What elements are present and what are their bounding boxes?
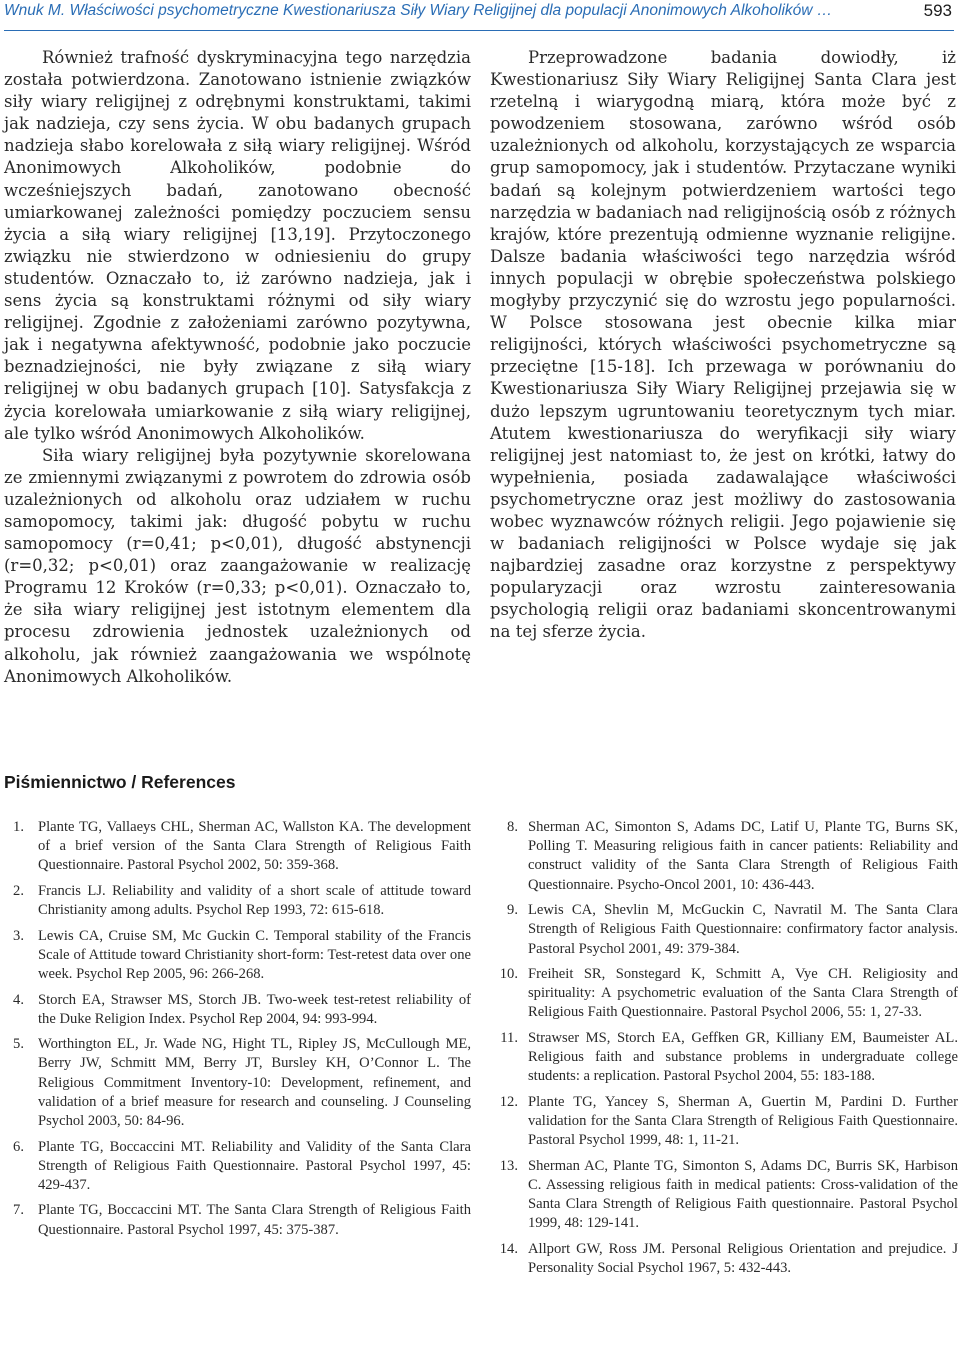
reference-number: 4. xyxy=(13,991,24,1008)
reference-text: Allport GW, Ross JM. Personal Religious Orientation and prejudice. J Personality Social Psychol 1967, 5: 432-443. xyxy=(528,1240,958,1277)
reference-item xyxy=(4,1201,471,1239)
reference-text: Francis LJ. Reliability and validity of a short scale of attitude toward Christianity among adults. Psychol Rep 1993, 72: 615-618. xyxy=(38,882,471,919)
reference-item xyxy=(4,882,471,920)
reference-text: Storch EA, Strawser MS, Storch JB. Two-week test-retest reliability of the Duke Religion Index. Psychol Rep 2004, 94: 993-994. xyxy=(38,991,471,1027)
reference-number: 11. xyxy=(500,1029,518,1046)
reference-item xyxy=(490,1093,958,1151)
reference-number: 6. xyxy=(13,1138,24,1155)
reference-item xyxy=(4,927,471,985)
references-heading: Piśmiennictwo / References xyxy=(4,772,236,792)
reference-text: Plante TG, Boccaccini MT. Reliability and Validity of the Santa Clara Strength of Religious Faith Questionnaire. Pastoral Psychol 1997, 45: 429-437. xyxy=(38,1138,471,1193)
reference-number: 10. xyxy=(499,966,518,983)
reference-number: 8. xyxy=(507,819,518,835)
reference-number: 13. xyxy=(499,1157,518,1174)
reference-item xyxy=(490,818,958,895)
body-column-right xyxy=(490,47,956,644)
reference-text: Plante TG, Boccaccini MT. The Santa Clara Strength of Religious Faith Questionnaire. Pastoral Psychol 1997, 45: 375-387. xyxy=(38,1202,471,1238)
reference-number: 3. xyxy=(13,927,24,944)
reference-item xyxy=(490,1029,958,1087)
reference-text: Freiheit SR, Sonstegard K, Schmitt A, Vye CH. Religiosity and spirituality: A psychometric evaluation of the Santa Clara Strength of Religious Faith Questionnaire. Pastoral Psychol 2006, 55: 1, 27-33. xyxy=(528,966,958,1021)
body-paragraph: Również trafność dyskryminacyjna tego narzędzia została potwierdzona. Zanotowano istnienie związków siły wiary religijnej z odrębnymi konstruktami, takimi jak nadzieja, czy sens życia. W obu badanych grupach nadzieja słabo korelowała z siłą wiary religijnej. Wśród Anonimowych Alkoholików, podobnie do wcześniejszych badań, zanotowano obecność umiarkowanej zależności pomiędzy poczuciem sensu życia a siłą wiary religijnej [13,19]. Przytoczonego związku nie stwierdzono w odniesieniu do grupy studentów. Oznaczało to, iż zarówno nadzieja, jak i sens życia są konstruktami różnymi od siły wiary religijnej. Zgodnie z założeniami zarówno pozytywna, jak i negatywna afektywność, podobnie jako poczucie beznadziejności, nie były związane z siłą wiary religijnej w obu badanych grupach [10]. Satysfakcja z życia korelowała umiarkowanie z siłą wiary religijnej, ale tylko wśród Anonimowych Alkoholików. xyxy=(4,48,471,443)
reference-text: Strawser MS, Storch EA, Geffken GR, Killiany EM, Baumeister AL. Religious faith and substance problems in undergraduate college students: a replication. Pastoral Psychol 2004, 55: 183-188. xyxy=(528,1029,958,1085)
reference-item xyxy=(4,818,471,876)
reference-number: 9. xyxy=(507,902,518,919)
body-paragraph: Siła wiary religijnej była pozytywnie skorelowana ze zmiennymi związanymi z powrotem do zdrowia osób uzależnionych od alkoholu oraz udziałem w ruchu samopomocy, takimi jak: długość pobytu w ruchu samopomocy (r=0,41; p<0,01), długość abstynencji (r=0,32; p<0,01) oraz zaangażowanie w realizację Programu 12 Kroków (r=0,33; p<0,01). Oznaczało to, że siła wiary religijnej jest istotnym elementem dla procesu zdrowienia jednostek uzależnionych od alkoholu, jak również zaangażowania we wspólnotę Anonimowych Alkoholików. xyxy=(4,445,471,686)
references-list-right xyxy=(490,818,958,1285)
reference-item xyxy=(4,1035,471,1131)
running-header xyxy=(4,0,954,31)
reference-item xyxy=(4,1138,471,1196)
reference-text: Lewis CA, Shevlin M, McGuckin C, Navratil M. The Santa Clara Strength of Religious Faith Questionnaire: confirmatory factor analysis. Pastoral Psychol 2001, 49: 379-384. xyxy=(528,902,958,957)
reference-number: 7. xyxy=(13,1202,24,1219)
reference-item xyxy=(490,965,958,1023)
reference-item xyxy=(490,1157,958,1234)
reference-number: 12. xyxy=(499,1093,518,1110)
running-header-title: Wnuk M. Właściwości psychometryczne Kwestionariusza Siły Wiary Religijnej dla populacji Anonimowych Alkoholików … xyxy=(4,2,833,19)
reference-text: Worthington EL, Jr. Wade NG, Hight TL, Ripley JS, McCullough ME, Berry JW, Schmitt MM, Berry JT, Bursley KH, O’Connor L. The Religious Commitment Inventory-10: Development, refinement, and validation of a brief measure for research and counseling. J Counseling Psychol 2003, 50: 84-96. xyxy=(38,1036,471,1130)
reference-item xyxy=(490,1240,958,1278)
reference-item xyxy=(4,991,471,1029)
reference-number: 5. xyxy=(13,1036,24,1053)
reference-text: Sherman AC, Plante TG, Simonton S, Adams DC, Burris SK, Harbison C. Assessing religious faith in medical patients: Cross-validation of the Santa Clara Strength of Religious Faith questionnaire. Pastoral Psychol 1999, 48: 129-141. xyxy=(528,1157,958,1232)
page-number: 593 xyxy=(923,1,952,20)
reference-text: Plante TG, Vallaeys CHL, Sherman AC, Wallston KA. The development of a brief version of the Santa Clara Strength of Religious Faith Questionnaire. Pastoral Psychol 2002, 50: 359-368. xyxy=(38,819,471,874)
reference-number: 1. xyxy=(13,819,24,835)
references-list-left xyxy=(4,818,471,1246)
reference-number: 2. xyxy=(13,882,24,899)
reference-number: 14. xyxy=(499,1240,518,1257)
body-paragraph: Przeprowadzone badania dowiodły, iż Kwestionariusz Siły Wiary Religijnej Santa Clara jest rzetelną i wiarygodną miarą, która może być z powodzeniem stosowana, zarówno wśród osób uzależnionych od alkoholu, korzystających ze wsparcia grup samopomocy, jak i studentów. Przytaczane wyniki badań są kolejnym potwierdzeniem wartości tego narzędzia w badaniach nad religijnością osób z różnych krajów, które prezentują odmienne wyznanie religijne. Dalsze badania właściwości tego narzędzia wśród innych populacji w obrębie społeczeństwa polskiego mogłyby przyczynić się do wzrostu jego popularności. W Polsce stosowana jest obecnie kilka miar religijności, których właściwości psychometryczne są przeciętne [15-18]. Ich przewaga w porównaniu do Kwestionariusza Siły Wiary Religijnej przejawia się w dużo lepszym ugruntowaniu teoretycznym tych miar. Atutem kwestionariusza do weryfikacji siły wiary religijnej jest natomiast to, że jest on krótki, łatwy do wypełnienia, posiada zadawalające właściwości psychometryczne oraz jest możliwy do zastosowania wobec wyznawców różnych religii. Jego pojawienie się w badaniach religijności w Polsce wydaje się jak najbardziej zasadne oraz korzystne z perspektywy popularyzacji oraz wzrostu zainteresowania psychologią religii oraz badaniami skoncentrowanymi na tej sferze życia. xyxy=(490,48,956,642)
reference-text: Lewis CA, Cruise SM, Mc Guckin C. Temporal stability of the Francis Scale of Attitude toward Christianity short-form: Test-retest data over one week. Psychol Rep 2005, 96: 266-268. xyxy=(38,927,471,983)
reference-text: Plante TG, Yancey S, Sherman A, Guertin M, Pardini D. Further validation for the Santa Clara Strength of Religious Faith Questionnaire. Pastoral Psychol 1999, 48: 1, 11-21. xyxy=(528,1093,958,1149)
body-column-left xyxy=(4,47,471,688)
reference-text: Sherman AC, Simonton S, Adams DC, Latif U, Plante TG, Burns SK, Polling T. Measuring religious faith in cancer patients: Reliability and construct validity of the Santa Clara Strength of Religious Faith Questionnaire. Psycho-Oncol 2001, 10: 436-443. xyxy=(528,819,958,893)
reference-item xyxy=(490,901,958,959)
